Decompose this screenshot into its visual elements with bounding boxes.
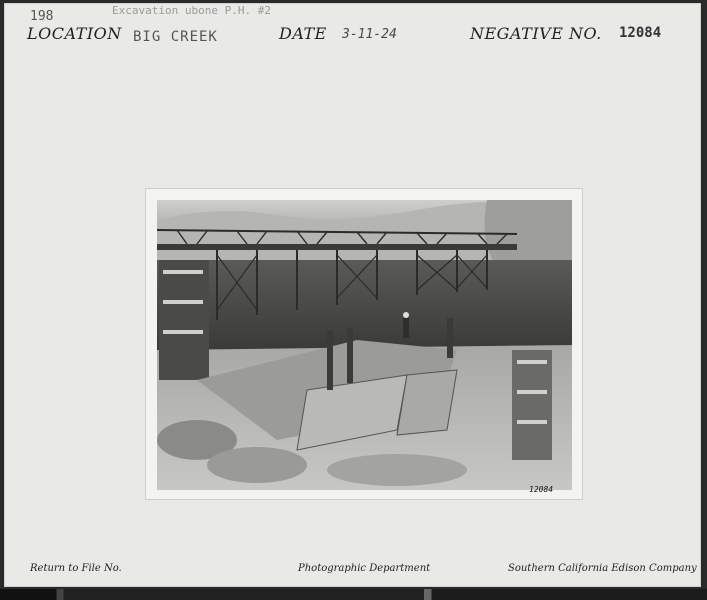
worker-figure: [403, 312, 409, 338]
department-label: Photographic Department: [298, 563, 431, 574]
photo-negative-mark: 12084: [529, 485, 554, 494]
river-water: [157, 260, 572, 350]
construction-site-photo: [157, 200, 572, 490]
film-edge-strip: [0, 589, 707, 600]
pencil-note: Excavation ubone P.H. #2: [112, 4, 271, 17]
wooden-cribbing: [159, 260, 209, 380]
return-to-file-label: Return to File No.: [30, 563, 122, 574]
negative-label: NEGATIVE NO.: [470, 24, 602, 43]
negative-value: 12084: [619, 25, 662, 41]
company-label: Southern California Edison Company: [508, 563, 697, 574]
date-value: 3-11-24: [342, 27, 397, 42]
photo-illustration: [157, 200, 572, 490]
location-label: LOCATION: [27, 24, 122, 43]
box-number: 198: [30, 9, 54, 24]
location-value: BIG CREEK: [133, 29, 218, 45]
date-label: DATE: [279, 24, 327, 43]
